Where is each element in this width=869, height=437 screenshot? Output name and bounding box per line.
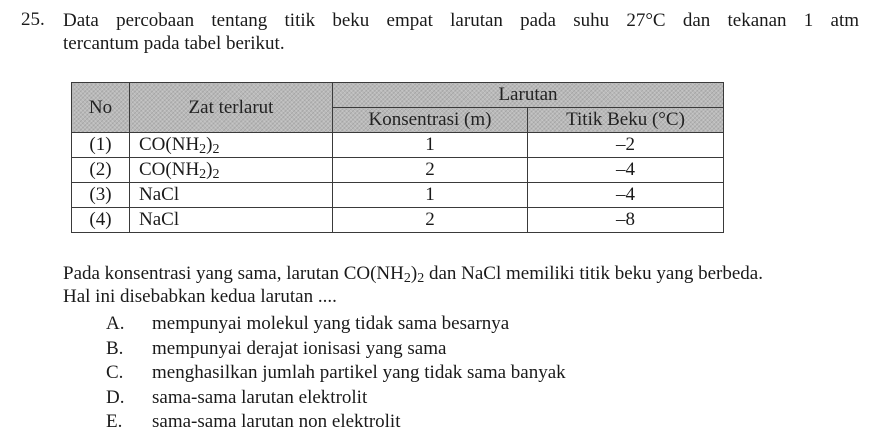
cell-concentration: 2 [333, 208, 528, 233]
option-text: mempunyai derajat ionisasi yang sama [152, 337, 447, 359]
option-letter: B. [106, 337, 124, 359]
option-text: mempunyai molekul yang tidak sama besarnya [152, 313, 510, 334]
option-a[interactable] [106, 312, 566, 337]
option-letter: A. [106, 313, 125, 334]
question-stem-line-1: Data percobaan tentang titik beku empat larutan pada suhu 27°C dan tekanan 1 atm [63, 10, 859, 31]
cell-freezing-point: –4 [528, 158, 724, 183]
cell-solute: $CO(NH_2)_2$ [130, 133, 333, 158]
freezing-point-table [71, 82, 724, 233]
cell-freezing-point: –2 [528, 133, 724, 158]
question-prompt-line-2: Hal ini disebabkan kedua larutan .... [63, 286, 337, 307]
cell-concentration: 2 [333, 158, 528, 183]
option-text: sama-sama larutan elektrolit [152, 386, 368, 408]
header-no: No [72, 83, 130, 133]
cell-freezing-point: –8 [528, 208, 724, 233]
table-row [72, 183, 724, 208]
header-freezing-point: Titik Beku (°C) [528, 108, 724, 133]
cell-solute: NaCl [130, 208, 333, 233]
header-solute: Zat terlarut [130, 83, 333, 133]
question-prompt [63, 262, 863, 308]
question-number: 25. [21, 9, 45, 30]
table-row [72, 158, 724, 183]
cell-no: (2) [72, 158, 130, 183]
table-row [72, 133, 724, 158]
table-header-row-1 [72, 83, 724, 108]
cell-solute: NaCl [130, 183, 333, 208]
cell-solute: $CO(NH_2)_2$ [130, 158, 333, 183]
option-b[interactable] [106, 337, 566, 362]
cell-no: (1) [72, 133, 130, 158]
cell-concentration: 1 [333, 133, 528, 158]
option-text: menghasilkan jumlah partikel yang tidak sama banyak [152, 362, 566, 383]
header-concentration: Konsentrasi (m) [333, 108, 528, 133]
question-stem-line-2: tercantum pada tabel berikut. [63, 33, 285, 54]
cell-no: (3) [72, 183, 130, 208]
option-letter: E. [106, 411, 123, 432]
cell-freezing-point: –4 [528, 183, 724, 208]
cell-no: (4) [72, 208, 130, 233]
table-row [72, 208, 724, 233]
option-d[interactable] [106, 386, 566, 411]
question-stem [63, 9, 859, 55]
option-text: sama-sama larutan non elektrolit [152, 411, 401, 432]
header-larutan-group: Larutan [333, 83, 724, 108]
option-c[interactable] [106, 361, 566, 386]
answer-options [106, 312, 566, 435]
question-prompt-line-1: Pada konsentrasi yang sama, larutan $CO(NH_2)_2$ dan NaCl memiliki titik beku yang berbeda. [63, 263, 763, 286]
option-letter: C. [106, 362, 124, 383]
option-letter: D. [106, 386, 125, 408]
cell-concentration: 1 [333, 183, 528, 208]
option-e[interactable] [106, 410, 566, 435]
